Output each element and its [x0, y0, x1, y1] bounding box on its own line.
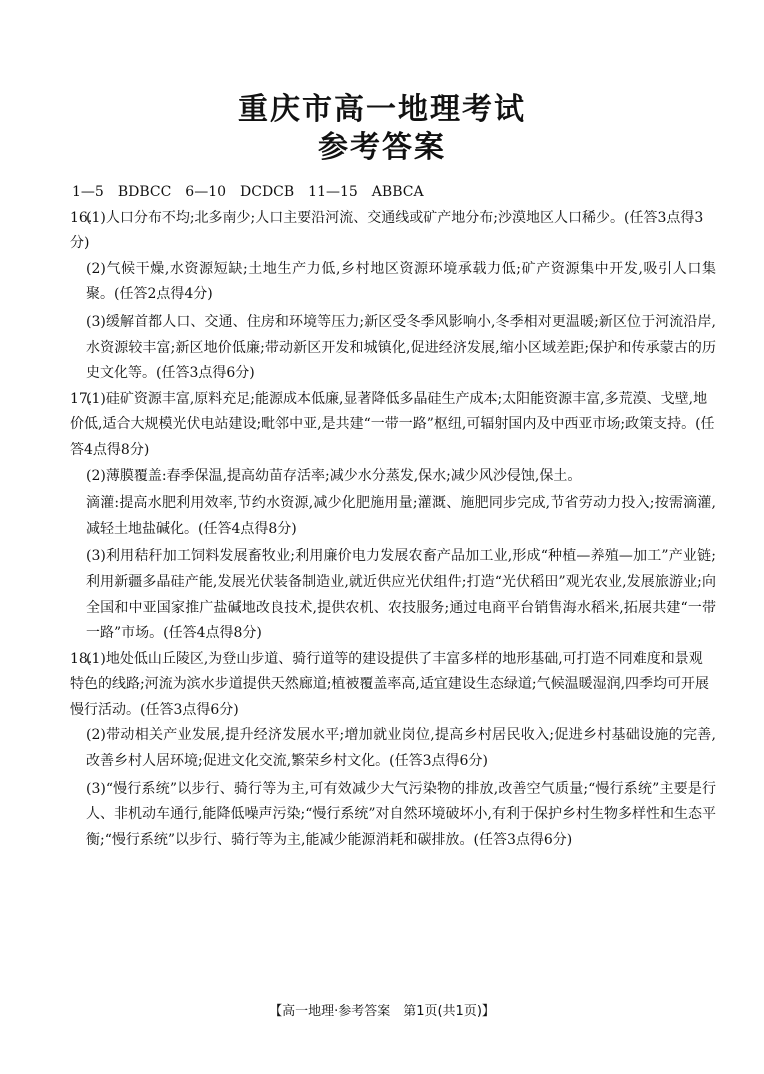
- question-16-part-1: 16.(1)人口分布不均;北多南少;人口主要沿河流、交通线或矿产地分布;沙漠地区人口稀少。(任答3点得3分): [70, 206, 716, 257]
- multiple-choice-answers: 1—5 BDBCC 6—10 DCDCB 11—15 ABBCA: [72, 184, 424, 200]
- question-17: [70, 387, 716, 647]
- question-17-part-3: (3)利用秸秆加工饲料发展畜牧业;利用廉价电力发展农畜产品加工业,形成“种植—养殖—加工”产业链;利用新疆多晶硅产能,发展光伏装备制造业,就近供应光伏组件;打造“光伏稻田”观光农业,发展旅游业;向全国和中亚国家推广盐碱地改良技术,提供农机、农技服务;通过电商平台销售海水稻米,拓展共建“一带一路”市场。(任答4点得8分): [86, 548, 716, 642]
- question-number: 18.: [70, 650, 93, 667]
- question-18: [70, 647, 716, 854]
- question-17-part-1: 17.(1)硅矿资源丰富,原料充足;能源成本低廉,显著降低多晶硅生产成本;太阳能资源丰富,多荒漠、戈壁,地价低,适合大规模光伏电站建设;毗邻中亚,是共建“一带一路”枢纽,可辐射国内及中西亚市场;政策支持。(任答4点得8分): [70, 387, 716, 464]
- question-number: 16.: [70, 209, 93, 226]
- question-number: 17.: [70, 390, 93, 407]
- answer-content: [70, 180, 716, 853]
- question-17-part-2: (2)薄膜覆盖:春季保温,提高幼苗存活率;减少水分蒸发,保水;减少风沙侵蚀,保土。: [86, 467, 582, 484]
- question-18-part-2: (2)带动相关产业发展,提升经济发展水平;增加就业岗位,提高乡村居民收入;促进乡村基础设施的完善,改善乡村人居环境;促进文化交流,繁荣乡村文化。(任答3点得6分): [86, 727, 716, 770]
- question-18-part-1: 18.(1)地处低山丘陵区,为登山步道、骑行道等的建设提供了丰富多样的地形基础,可打造不同难度和景观特色的线路;河流为滨水步道提供天然廊道;植被覆盖率高,适宜建设生态绿道;气候温暖湿润,四季均可开展慢行活动。(任答3点得6分): [70, 647, 716, 724]
- question-16: [70, 206, 716, 387]
- question-16-part-3: (3)缓解首都人口、交通、住房和环境等压力;新区受冬季风影响小,冬季相对更温暖;新区位于河流沿岸,水资源较丰富;新区地价低廉;带动新区开发和城镇化,促进经济发展,缩小区域差距;保护和传承蒙古的历史文化等。(任答3点得6分): [86, 313, 716, 382]
- page-title: 重庆市高一地理考试: [238, 92, 526, 127]
- page-footer: 【高一地理·参考答案 第1页(共1页)】: [269, 1004, 495, 1019]
- question-18-part-3: (3)“慢行系统”以步行、骑行等为主,可有效减少大气污染物的排放,改善空气质量;“慢行系统”主要是行人、非机动车通行,能降低噪声污染;“慢行系统”对自然环境破坏小,有利于保护乡村生物多样性和生态平衡;“慢行系统”以步行、骑行等为主,能减少能源消耗和碳排放。(任答3点得6分): [86, 780, 716, 848]
- question-16-part-2: (2)气候干燥,水资源短缺;土地生产力低,乡村地区资源环境承载力低;矿产资源集中开发,吸引人口集聚。(任答2点得4分): [86, 260, 716, 303]
- question-17-part-2-drip: 滴灌:提高水肥利用效率,节约水资源,减少化肥施用量;灌溉、施肥同步完成,节省劳动力投入;按需滴灌,减轻土地盐碱化。(任答4点得8分): [86, 495, 716, 537]
- page-subtitle: 参考答案: [318, 130, 446, 165]
